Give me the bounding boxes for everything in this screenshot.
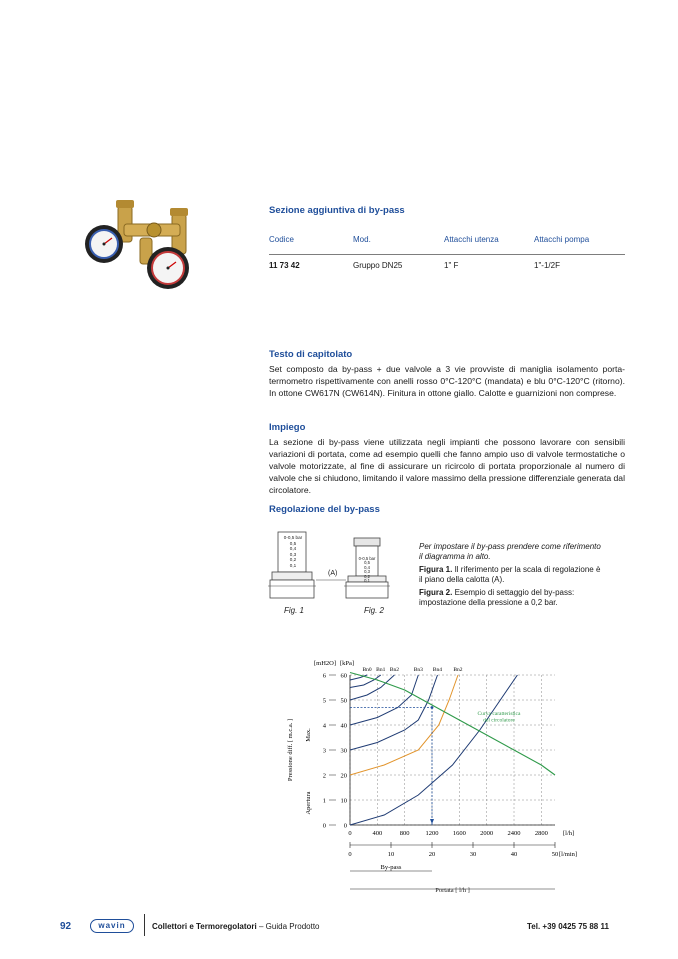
x-tick-lmin: 10 [387,851,395,858]
y-tick-kpa: 0 [343,822,347,830]
brand-text: wavin [98,921,126,930]
fig2-label: Fig. 2 [364,606,385,615]
figure1-bold: Figura 1. [419,565,453,574]
figures-intro: Per impostare il by-pass prendere come riferimento il diagramma in alto. [419,542,601,561]
header-attacchi-pompa: Attacchi pompa [534,235,590,244]
fig2-scale-value: 0,5 [364,560,370,566]
fig1-scale-value: 0,3 [289,551,297,557]
impiego-text: La sezione di by-pass viene utilizzata negli impianti che possono lavorare con sensibili variazioni di portata, come ad esempio quelli che fanno ampio uso di valvole termostatiche o valvole motorizzate, al fine di assicurare un ricircolo di portata proporzionale al numero di valvole che si chiudono, limitando il valore massimo della pressione differenziale generata dal circolatore. [269,437,625,495]
x-tick-lmin: 30 [469,851,477,858]
x-tick-lh: 0 [348,830,352,837]
impiego-section [269,422,625,496]
cell-code: 11 73 42 [269,261,300,270]
page-number: 92 [60,921,72,932]
bypass-product-image [80,196,210,296]
table-header [269,232,625,255]
fig2-scale-title: 0-0,5 bar [358,556,376,561]
cell-utenza: 1" F [444,261,459,270]
y-tick-mh2o: 3 [322,747,326,755]
y-unit-kpa: [kPa] [340,660,355,667]
x-tick-lh: 2000 [480,830,494,837]
x-tick-lh: 1600 [452,830,466,837]
y-tick-mh2o: 0 [322,822,326,830]
capitolato-text: Set composto da by-pass + due valvole a 3 vie provviste di maniglia isolamento porta-termometro rispettivamente con anelli rosso 0°C-120°C (mandata) e blu 0°C-120°C (ritorno). In ottone CW617N (CW614N). Finitura in ottone giallo. Calotte e guarnizioni non comprese. [269,364,625,398]
pump-curve-label: del circolatore [483,717,515,724]
y-tick-mh2o: 1 [322,797,326,805]
y-unit-mh2o: [mH2O] [314,660,337,667]
portata-label: Portata [ l/h ] [435,887,470,894]
x-tick-lh: 800 [399,830,410,837]
figure1-text: Il riferimento per la scala di regolazione è il piano della calotta (A). [419,565,601,584]
spec-table [269,232,625,289]
page-footer [0,912,678,942]
cell-pompa: 1"-1/2F [534,261,560,270]
table-row [269,255,625,289]
series-top-label: Bn3 [413,667,423,673]
fig1-scale-value: 0,4 [289,546,297,552]
header-attacchi-utenza: Attacchi utenza [444,235,499,244]
series-top-label: Bn2 [389,667,400,673]
y-tick-kpa: 40 [340,722,347,730]
footer-title-rest: – Guida Prodotto [259,922,320,931]
y-tick-kpa: 20 [340,772,347,780]
footer-divider [144,914,145,936]
header-codice: Codice [269,235,294,244]
section-title: Sezione aggiuntiva di by-pass [269,205,405,216]
regulation-figures [268,528,628,620]
figure-captions [419,542,603,608]
footer-title [152,922,319,931]
y-tick-kpa: 50 [340,697,347,705]
fig1-scale-value: 0,2 [289,557,297,563]
pump-curve-label: Curva caratteristica [477,711,521,717]
cell-model: Gruppo DN25 [353,261,403,270]
footer-title-bold: Collettori e Termoregolatori [152,922,257,931]
y-tick-mh2o: 4 [322,722,326,730]
operating-point-arrow [430,819,434,824]
figure2-caption [419,588,603,608]
fig1-scale-value: 0,5 [289,540,297,546]
figure1-caption [419,565,603,585]
y-tick-mh2o: 2 [322,772,326,780]
fig1-scale-title: 0-0,5 bar [283,535,303,540]
fig2-scale-value: 0,3 [364,569,370,575]
y-tick-kpa: 30 [340,747,347,755]
series-top-label: Bn2 [453,667,463,673]
x-tick-lh: 1200 [425,830,439,837]
operating-point-marker [431,706,434,709]
x-tick-lmin: 0 [348,851,352,858]
wavin-logo [90,919,134,933]
regolazione-title: Regolazione del by-pass [269,504,380,515]
x-tick-lmin: 40 [510,851,518,858]
series-top-label: Bn1 [376,667,386,673]
capitolato-title: Testo di capitolato [269,349,353,360]
x-unit-lh: [l/h] [563,830,575,837]
capitolato-section [269,349,625,399]
y-axis-label: Pressione diff. [ m.c.a. ] [287,718,294,782]
fig2-scale [358,557,376,583]
y-apertura-label: Apertura [305,791,312,815]
series-line-7 [350,675,367,680]
calotta-label: (A) [328,570,338,577]
header-mod: Mod. [353,235,371,244]
series-top-label: Bn0 [362,667,372,673]
fig2-scale-value: 0,4 [364,564,370,570]
y-tick-kpa: 10 [340,797,347,805]
y-tick-mh2o: 6 [322,672,326,680]
impiego-title: Impiego [269,422,306,433]
x-tick-lh: 2800 [534,830,548,837]
fig1-scale [282,535,304,569]
figure2-text: Esempio di settaggio del by-pass: impostazione della pressione a 0,2 bar. [419,588,575,607]
fig2-scale-value: 0,1 [364,578,370,584]
y-tick-mh2o: 5 [322,697,326,705]
fig2-scale-value: 0,2 [364,573,370,579]
x-tick-lh: 2400 [507,830,521,837]
fig1-scale-value: 0,1 [289,562,297,568]
x-tick-lmin: 50 [551,851,559,858]
y-tick-kpa: 60 [340,672,347,680]
bypass-chart [280,650,610,895]
fig1-label: Fig. 1 [284,606,305,615]
x-unit-lmin: [l/min] [559,851,578,858]
x-tick-lh: 400 [372,830,383,837]
y-max-label: Max. [305,728,312,742]
footer-phone: Tel. +39 0425 75 88 11 [527,922,609,931]
bypass-label: By-pass [380,864,402,871]
x-tick-lmin: 20 [428,851,436,858]
figure2-bold: Figura 2. [419,588,453,597]
series-top-label: Bn4 [432,667,443,673]
